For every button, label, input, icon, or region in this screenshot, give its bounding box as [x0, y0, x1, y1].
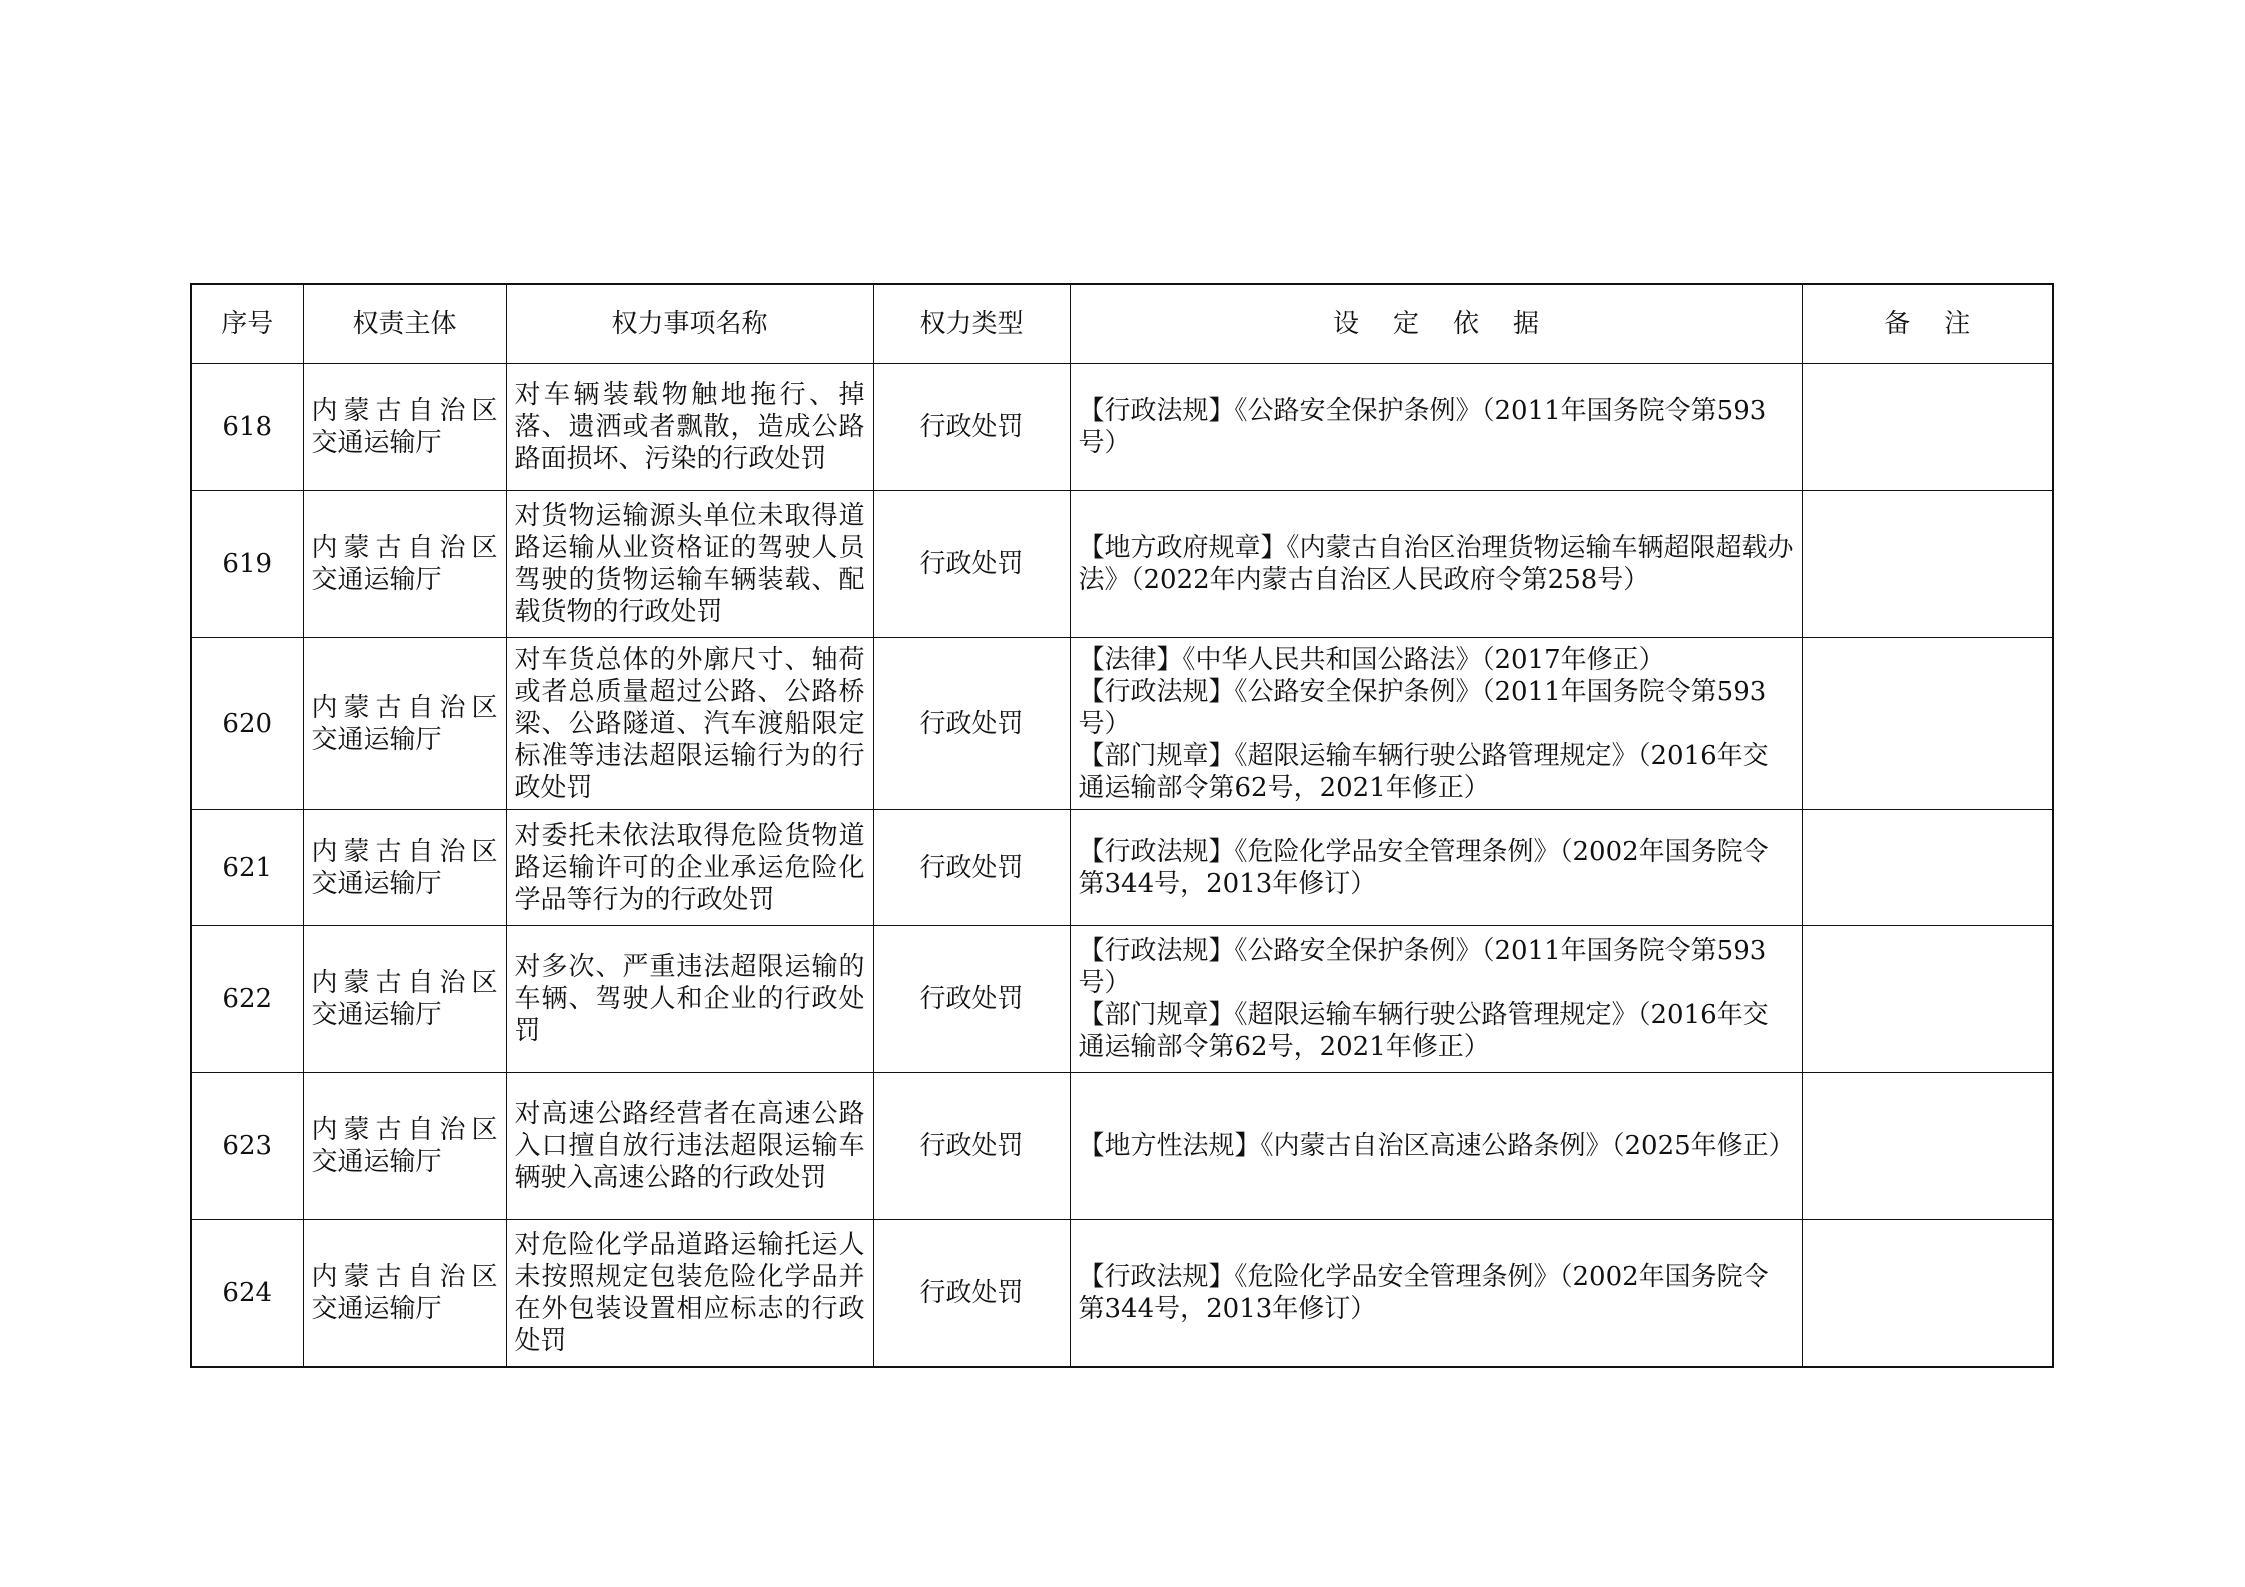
subject-line: 交通运输厅: [311, 868, 442, 899]
cell-seq: 618: [191, 364, 303, 491]
cell-basis: [1070, 1073, 1802, 1220]
power-list-table: [190, 283, 2054, 1368]
subject-line: 交通运输厅: [311, 724, 442, 755]
header-remark: [1802, 284, 2053, 364]
header-basis: [1070, 284, 1802, 364]
table-header: [191, 284, 2053, 364]
cell-subject: [303, 364, 506, 491]
remark-char: 注: [1944, 309, 1971, 339]
cell-power-type: 行政处罚: [873, 926, 1070, 1073]
basis-entry: 【部门规章】《超限运输车辆行驶公路管理规定》（2016年交通运输部令第62号，2021年修正）: [1078, 740, 1769, 803]
header-subject: 权责主体: [303, 284, 506, 364]
cell-seq: 620: [191, 638, 303, 810]
subject-line: 内蒙古自治区: [311, 692, 498, 723]
header-name: 权力事项名称: [506, 284, 873, 364]
table-row: [191, 638, 2053, 810]
header-seq: 序号: [191, 284, 303, 364]
cell-power-name: 对车辆装载物触地拖行、掉落、遗洒或者飘散，造成公路路面损坏、污染的行政处罚: [506, 364, 873, 491]
cell-basis: [1070, 1220, 1802, 1367]
cell-power-name: 对委托未依法取得危险货物道路运输许可的企业承运危险化学品等行为的行政处罚: [506, 810, 873, 926]
subject-line: 内蒙古自治区: [311, 396, 498, 426]
cell-seq: 624: [191, 1220, 303, 1367]
cell-power-type: 行政处罚: [873, 364, 1070, 491]
table-body: [191, 364, 2053, 1367]
cell-power-type: 行政处罚: [873, 1073, 1070, 1220]
cell-power-name: 对货物运输源头单位未取得道路运输从业资格证的驾驶人员驾驶的货物运输车辆装载、配载货物的行政处罚: [506, 491, 873, 638]
subject-line: 内蒙古自治区: [311, 968, 498, 998]
cell-seq: 623: [191, 1073, 303, 1220]
cell-basis: [1070, 638, 1802, 810]
basis-entry: 【行政法规】《公路安全保护条例》（2011年国务院令第593号）: [1078, 676, 1767, 739]
cell-remark: [1802, 638, 2053, 810]
table-row: [191, 1220, 2053, 1367]
basis-entry: 【行政法规】《危险化学品安全管理条例》（2002年国务院令第344号，2013年修订）: [1078, 1261, 1769, 1324]
cell-power-type: 行政处罚: [873, 1220, 1070, 1367]
basis-entry: 【地方政府规章】《内蒙古自治区治理货物运输车辆超限超载办法》（2022年内蒙古自治区人民政府令第258号）: [1078, 533, 1794, 595]
subject-line: 内蒙古自治区: [311, 1115, 498, 1145]
cell-power-type: 行政处罚: [873, 638, 1070, 810]
subject-line: 交通运输厅: [311, 1147, 442, 1177]
cell-power-name: 对车货总体的外廓尺寸、轴荷或者总质量超过公路、公路桥梁、公路隧道、汽车渡船限定标准等违法超限运输行为的行政处罚: [506, 638, 873, 810]
cell-basis: [1070, 491, 1802, 638]
basis-char: 定: [1392, 309, 1419, 339]
cell-seq: 622: [191, 926, 303, 1073]
table-row: [191, 1073, 2053, 1220]
subject-line: 交通运输厅: [311, 1000, 442, 1030]
basis-char: 据: [1513, 309, 1540, 339]
cell-remark: [1802, 1220, 2053, 1367]
table-row: [191, 491, 2053, 638]
cell-power-type: 行政处罚: [873, 810, 1070, 926]
cell-remark: [1802, 1073, 2053, 1220]
remark-char: 备: [1884, 309, 1911, 339]
subject-line: 交通运输厅: [311, 1293, 442, 1324]
cell-basis: [1070, 926, 1802, 1073]
cell-power-name: 对高速公路经营者在高速公路入口擅自放行违法超限运输车辆驶入高速公路的行政处罚: [506, 1073, 873, 1220]
subject-line: 内蒙古自治区: [311, 533, 498, 563]
cell-subject: [303, 638, 506, 810]
subject-line: 交通运输厅: [311, 565, 442, 595]
cell-power-type: 行政处罚: [873, 491, 1070, 638]
cell-basis: [1070, 810, 1802, 926]
table-row: [191, 926, 2053, 1073]
cell-subject: [303, 1073, 506, 1220]
basis-entry: 【行政法规】《公路安全保护条例》（2011年国务院令第593号）: [1078, 396, 1767, 458]
basis-entry: 【法律】《中华人民共和国公路法》（2017年修正）: [1078, 644, 1665, 675]
subject-line: 交通运输厅: [311, 428, 442, 458]
basis-entry: 【行政法规】《危险化学品安全管理条例》（2002年国务院令第344号，2013年修订）: [1078, 836, 1769, 899]
basis-entry: 【部门规章】《超限运输车辆行驶公路管理规定》（2016年交通运输部令第62号，2021年修正）: [1078, 1000, 1769, 1062]
table-row: [191, 364, 2053, 491]
cell-power-name: 对多次、严重违法超限运输的车辆、驾驶人和企业的行政处罚: [506, 926, 873, 1073]
cell-subject: [303, 926, 506, 1073]
basis-entry: 【地方性法规】《内蒙古自治区高速公路条例》（2025年修正）: [1078, 1131, 1795, 1161]
subject-line: 内蒙古自治区: [311, 1261, 498, 1292]
cell-remark: [1802, 926, 2053, 1073]
cell-power-name: 对危险化学品道路运输托运人未按照规定包装危险化学品并在外包装设置相应标志的行政处罚: [506, 1220, 873, 1367]
cell-seq: 619: [191, 491, 303, 638]
header-type: 权力类型: [873, 284, 1070, 364]
table-row: [191, 810, 2053, 926]
header-row: [191, 284, 2053, 364]
cell-subject: [303, 810, 506, 926]
cell-basis: [1070, 364, 1802, 491]
cell-subject: [303, 491, 506, 638]
cell-remark: [1802, 364, 2053, 491]
basis-char: 依: [1453, 309, 1480, 339]
basis-char: 设: [1332, 309, 1359, 339]
cell-subject: [303, 1220, 506, 1367]
cell-remark: [1802, 491, 2053, 638]
basis-entry: 【行政法规】《公路安全保护条例》（2011年国务院令第593号）: [1078, 936, 1767, 998]
cell-seq: 621: [191, 810, 303, 926]
subject-line: 内蒙古自治区: [311, 836, 498, 867]
cell-remark: [1802, 810, 2053, 926]
